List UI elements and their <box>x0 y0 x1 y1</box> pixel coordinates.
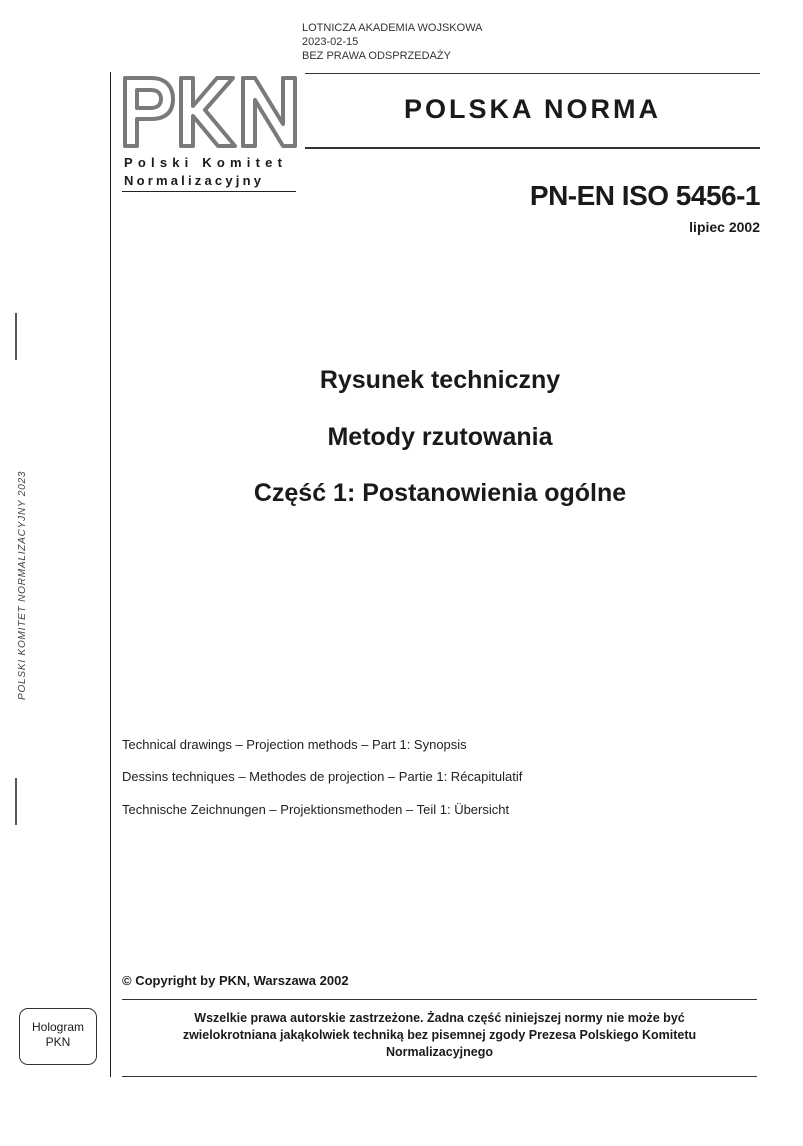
footer-top-rule <box>122 999 757 1000</box>
footer-bottom-rule <box>122 1076 757 1077</box>
publication-date: lipiec 2002 <box>689 219 760 235</box>
rights-line-2: zwielokrotniana jakąkolwiek techniką bez pisemnej zgody Prezesa Polskiego Komitetu <box>182 1028 697 1042</box>
hologram-line-1: Hologram <box>31 1020 85 1034</box>
rights-line-1: Wszelkie prawa autorskie zastrzeżone. Żadna część niniejszej normy nie może być <box>194 1011 685 1025</box>
title-line-3: Część 1: Postanowienia ogólne <box>253 479 627 507</box>
logo-underline <box>122 191 296 192</box>
hologram-line-2: PKN <box>45 1035 71 1049</box>
header-top-rule <box>305 73 760 74</box>
logo-name-line-2: Normalizacyjny <box>124 173 265 188</box>
side-watermark-text: POLSKI KOMITET NORMALIZACYJNY 2023 <box>17 470 28 700</box>
logo-name-line-1: Polski Komitet <box>124 155 288 170</box>
header-bottom-rule <box>305 147 760 149</box>
copyright-notice: © Copyright by PKN, Warszawa 2002 <box>122 973 349 988</box>
hologram-box <box>19 1008 97 1065</box>
rights-line-3: Normalizacyjnego <box>386 1045 493 1059</box>
title-french: Dessins techniques – Methodes de projection – Partie 1: Récapitulatif <box>122 769 523 784</box>
title-line-2: Metody rzutowania <box>327 423 553 451</box>
edge-mark-bottom <box>15 778 17 825</box>
standard-number: PN-EN ISO 5456-1 <box>529 180 760 211</box>
title-line-1: Rysunek techniczny <box>319 366 561 394</box>
stamp-line-3: BEZ PRAWA ODSPRZEDAŻY <box>302 50 451 62</box>
rights-notice <box>122 1010 757 1061</box>
stamp-line-2: 2023-02-15 <box>302 36 359 48</box>
title-german: Technische Zeichnungen – Projektionsmethoden – Teil 1: Übersicht <box>122 802 510 817</box>
pkn-logo <box>121 72 301 148</box>
stamp-line-1: LOTNICZA AKADEMIA WOJSKOWA <box>302 22 483 34</box>
edge-mark-top <box>15 313 17 360</box>
purchase-stamp <box>302 21 483 63</box>
title-english: Technical drawings – Projection methods – Part 1: Synopsis <box>122 737 467 752</box>
left-vertical-rule <box>110 72 111 1077</box>
document-type-heading: POLSKA NORMA <box>404 94 661 124</box>
